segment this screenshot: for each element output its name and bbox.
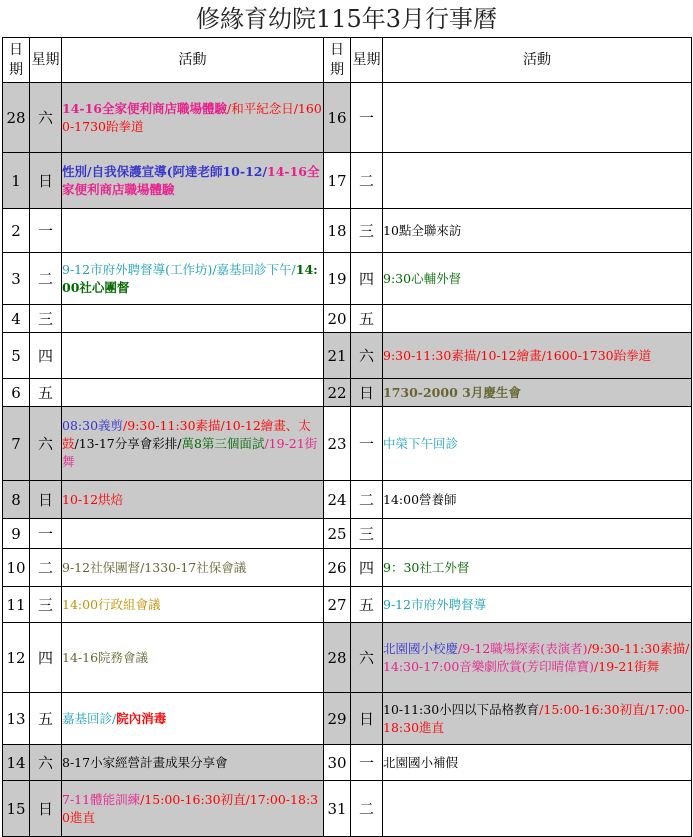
activity-segment: 9-12市府外聘督導(工作坊)/嘉基回診下午/ — [62, 261, 296, 277]
activity-segment: 14-16全家便利商店職場體驗 — [62, 100, 227, 116]
date-cell: 10 — [3, 549, 30, 587]
activity-cell — [62, 333, 324, 379]
activity-cell — [383, 481, 692, 519]
table-row — [3, 305, 692, 333]
weekday-cell: 二 — [351, 481, 383, 519]
weekday-cell: 日 — [30, 781, 62, 837]
activity-segment: 8-17小家經營計畫成果分享會 — [62, 754, 228, 770]
calendar-body — [3, 83, 692, 837]
weekday-cell: 四 — [351, 253, 383, 305]
activity-cell — [62, 693, 324, 745]
weekday-cell: 五 — [351, 587, 383, 623]
header-weekday-right: 星期 — [351, 38, 383, 83]
date-cell: 18 — [324, 209, 351, 253]
date-cell: 23 — [324, 407, 351, 481]
activity-cell — [383, 333, 692, 379]
date-cell: 2 — [3, 209, 30, 253]
table-row — [3, 153, 692, 209]
weekday-cell: 三 — [351, 519, 383, 549]
table-row — [3, 83, 692, 153]
date-cell: 3 — [3, 253, 30, 305]
date-cell: 20 — [324, 305, 351, 333]
weekday-cell: 日 — [30, 481, 62, 519]
activity-segment: 9：30社工外督 — [383, 559, 470, 575]
weekday-cell: 五 — [351, 305, 383, 333]
date-cell: 9 — [3, 519, 30, 549]
activity-cell — [383, 209, 692, 253]
weekday-cell: 一 — [30, 519, 62, 549]
activity-cell — [62, 481, 324, 519]
weekday-cell: 四 — [30, 333, 62, 379]
activity-segment: 14:30-17:00音樂劇欣賞(芳印晴偉寶) — [383, 658, 595, 674]
weekday-cell: 四 — [30, 623, 62, 693]
date-cell: 16 — [324, 83, 351, 153]
activity-segment: 14:00營養師 — [383, 491, 457, 507]
activity-cell — [383, 83, 692, 153]
table-row — [3, 333, 692, 379]
activity-segment: /15:00-16:30初直/17:00-18:30進直 — [383, 701, 690, 735]
activity-cell — [62, 83, 324, 153]
activity-cell — [62, 587, 324, 623]
activity-segment: 9:30-11:30素描/10-12繪畫/1600-1730跆拳道 — [383, 347, 652, 363]
activity-cell — [383, 305, 692, 333]
activity-cell — [62, 305, 324, 333]
activity-segment: 10點全聯來訪 — [383, 222, 462, 238]
date-cell: 21 — [324, 333, 351, 379]
header-date-right: 日期 — [324, 38, 351, 83]
activity-cell — [383, 379, 692, 407]
activity-segment: 7-11體能訓練 — [62, 791, 141, 807]
activity-segment: /9:30-11:30素描/10-12繪畫、太鼓 — [62, 417, 311, 451]
weekday-cell: 六 — [351, 623, 383, 693]
date-cell: 5 — [3, 333, 30, 379]
activity-segment: 14:00行政組會議 — [62, 596, 161, 612]
activity-cell — [383, 623, 692, 693]
activity-cell — [62, 209, 324, 253]
activity-cell — [383, 253, 692, 305]
activity-segment: /19-21街舞 — [62, 435, 318, 469]
activity-cell — [383, 745, 692, 781]
table-row — [3, 407, 692, 481]
weekday-cell: 五 — [30, 693, 62, 745]
weekday-cell: 一 — [30, 209, 62, 253]
date-cell: 1 — [3, 153, 30, 209]
activity-cell — [62, 519, 324, 549]
table-row — [3, 623, 692, 693]
date-cell: 27 — [324, 587, 351, 623]
date-cell: 25 — [324, 519, 351, 549]
activity-cell — [383, 587, 692, 623]
activity-segment: 14:00社心團督 — [62, 261, 318, 295]
table-row — [3, 745, 692, 781]
activity-segment: 北園國小補假 — [383, 754, 459, 770]
weekday-cell: 六 — [30, 407, 62, 481]
activity-segment: 08:30義剪 — [62, 417, 124, 433]
header-activity-right: 活動 — [383, 38, 692, 83]
activity-segment: /15:00-16:30初直/17:00-18:30進直 — [62, 791, 319, 825]
activity-cell — [62, 745, 324, 781]
date-cell: 22 — [324, 379, 351, 407]
activity-segment: /9-12職場探索(表演者) — [458, 640, 588, 656]
weekday-cell: 日 — [30, 153, 62, 209]
activity-segment: 9:30心輔外督 — [383, 270, 462, 286]
table-row — [3, 587, 692, 623]
date-cell: 7 — [3, 407, 30, 481]
activity-cell — [383, 519, 692, 549]
weekday-cell: 三 — [30, 587, 62, 623]
activity-segment: /和平紀念日/1600-1730跆拳道 — [62, 100, 322, 134]
activity-segment: 院內消毒 — [116, 710, 167, 726]
activity-cell — [62, 379, 324, 407]
weekday-cell: 六 — [351, 333, 383, 379]
activity-cell — [383, 549, 692, 587]
activity-cell — [62, 549, 324, 587]
weekday-cell: 三 — [351, 209, 383, 253]
date-cell: 6 — [3, 379, 30, 407]
table-row — [3, 379, 692, 407]
header-row — [3, 38, 692, 83]
activity-segment: 1730-2000 3月慶生會 — [383, 384, 521, 400]
date-cell: 13 — [3, 693, 30, 745]
header-date-left: 日期 — [3, 38, 30, 83]
date-cell: 28 — [324, 623, 351, 693]
date-cell: 29 — [324, 693, 351, 745]
activity-segment: 嘉基回診/ — [62, 710, 117, 726]
activity-segment: 中榮下午回診 — [383, 435, 459, 451]
activity-segment: 萬8第三個面試 — [181, 435, 265, 451]
table-row — [3, 519, 692, 549]
activity-cell — [62, 781, 324, 837]
table-row — [3, 253, 692, 305]
date-cell: 24 — [324, 481, 351, 519]
activity-cell — [62, 623, 324, 693]
table-row — [3, 781, 692, 837]
table-row — [3, 209, 692, 253]
activity-segment: /9:30-11:30素描/ — [587, 640, 690, 656]
date-cell: 8 — [3, 481, 30, 519]
activity-segment: /13-17分享會彩排/ — [74, 435, 182, 451]
weekday-cell: 二 — [351, 781, 383, 837]
date-cell: 26 — [324, 549, 351, 587]
activity-segment: /19-21街舞 — [594, 658, 660, 674]
activity-cell — [383, 153, 692, 209]
weekday-cell: 一 — [351, 83, 383, 153]
weekday-cell: 四 — [351, 549, 383, 587]
activity-segment: 14-16院務會議 — [62, 649, 149, 665]
activity-cell — [62, 407, 324, 481]
weekday-cell: 六 — [30, 83, 62, 153]
date-cell: 28 — [3, 83, 30, 153]
activity-segment: 10-11:30小四以下品格教育 — [383, 701, 540, 717]
activity-segment: 14-16全家便利商店職場體驗 — [62, 163, 320, 197]
activity-segment: 北園國小校慶 — [383, 640, 459, 656]
date-cell: 17 — [324, 153, 351, 209]
date-cell: 31 — [324, 781, 351, 837]
table-row — [3, 693, 692, 745]
weekday-cell: 二 — [30, 549, 62, 587]
activity-cell — [62, 153, 324, 209]
header-weekday-left: 星期 — [30, 38, 62, 83]
weekday-cell: 二 — [351, 153, 383, 209]
calendar-title: 修緣育幼院115年3月行事曆 — [195, 5, 498, 33]
activity-cell — [383, 781, 692, 837]
date-cell: 19 — [324, 253, 351, 305]
date-cell: 4 — [3, 305, 30, 333]
weekday-cell: 日 — [351, 379, 383, 407]
date-cell: 14 — [3, 745, 30, 781]
table-row — [3, 481, 692, 519]
date-cell: 30 — [324, 745, 351, 781]
weekday-cell: 日 — [351, 693, 383, 745]
date-cell: 12 — [3, 623, 30, 693]
weekday-cell: 五 — [30, 379, 62, 407]
table-row — [3, 549, 692, 587]
weekday-cell: 一 — [351, 745, 383, 781]
weekday-cell: 一 — [351, 407, 383, 481]
activity-cell — [383, 407, 692, 481]
activity-segment: 9-12社保團督/1330-17社保會議 — [62, 559, 247, 575]
date-cell: 15 — [3, 781, 30, 837]
activity-segment: 10-12烘焙 — [62, 491, 124, 507]
activity-cell — [383, 693, 692, 745]
activity-segment: 9-12市府外聘督導 — [383, 596, 487, 612]
calendar-table — [2, 37, 692, 837]
date-cell: 11 — [3, 587, 30, 623]
weekday-cell: 六 — [30, 745, 62, 781]
activity-cell — [62, 253, 324, 305]
activity-segment: 性別/自我保護宣導(阿達老師10-12/ — [62, 163, 268, 179]
header-activity-left: 活動 — [62, 38, 324, 83]
weekday-cell: 三 — [30, 305, 62, 333]
weekday-cell: 二 — [30, 253, 62, 305]
